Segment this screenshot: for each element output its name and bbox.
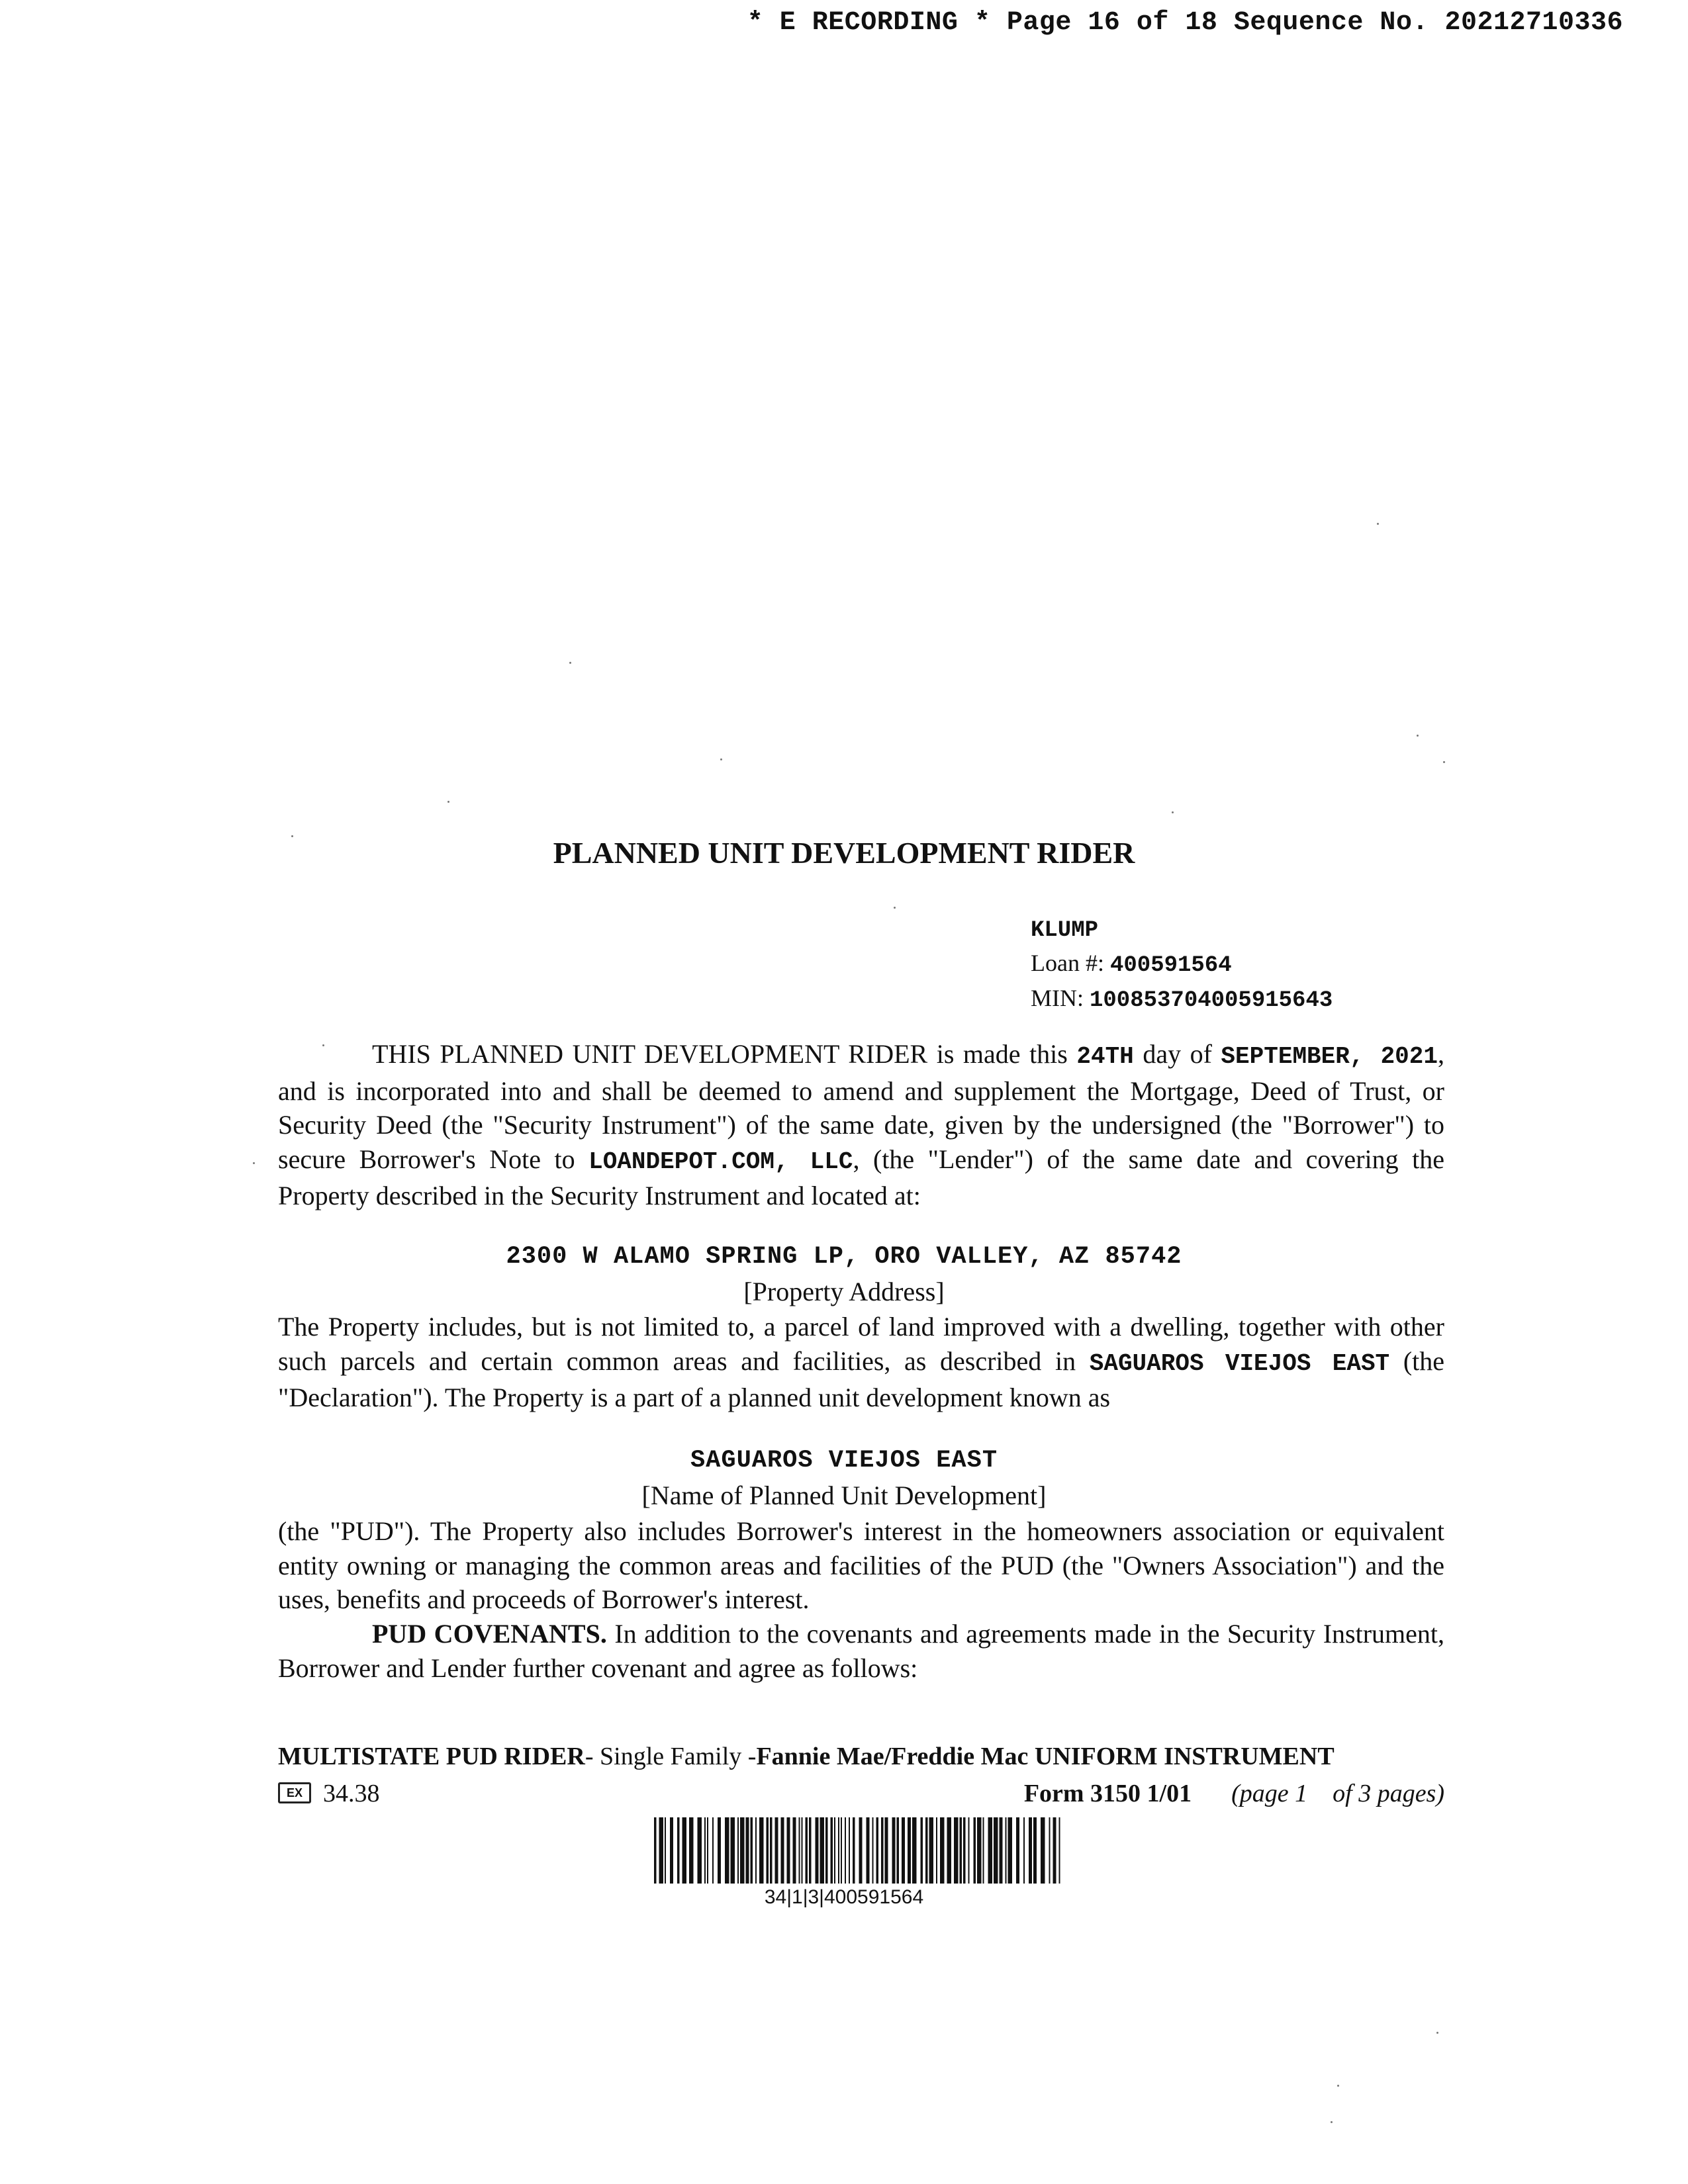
barcode-bar bbox=[787, 1817, 790, 1884]
barcode-bar bbox=[799, 1817, 800, 1884]
barcode-bar bbox=[940, 1817, 945, 1884]
min-line bbox=[1031, 982, 1333, 1017]
loan-label: Loan #: bbox=[1031, 950, 1110, 976]
barcode-bar bbox=[689, 1817, 694, 1884]
barcode-bar bbox=[1053, 1817, 1056, 1884]
barcode-bar bbox=[936, 1817, 937, 1884]
form-title-part3: Fannie Mae/Freddie Mac UNIFORM INSTRUMENT bbox=[756, 1743, 1335, 1770]
barcode-bar bbox=[1033, 1817, 1037, 1884]
barcode-bar bbox=[834, 1817, 835, 1884]
barcode-bar bbox=[921, 1817, 923, 1884]
barcode-bar bbox=[816, 1817, 819, 1884]
barcode-bar bbox=[825, 1817, 828, 1884]
pud-name-label: [Name of Planned Unit Development] bbox=[641, 1480, 1047, 1510]
barcode-bar bbox=[802, 1817, 803, 1884]
barcode-bar bbox=[793, 1817, 796, 1884]
barcode-bar bbox=[1041, 1817, 1045, 1884]
form-number-group bbox=[1024, 1779, 1444, 1808]
barcode-bar bbox=[897, 1817, 900, 1884]
barcode-bar bbox=[912, 1817, 917, 1884]
pud-covenants-text: In addition to the covenants and agreements made in the Security Instrument, Borrower and Lender further covenant and agree as follows: bbox=[278, 1619, 1445, 1683]
form-title-line bbox=[278, 1742, 1444, 1771]
form-title-part2: - Single Family - bbox=[585, 1743, 757, 1770]
pud-covenants-heading: PUD COVENANTS. bbox=[372, 1619, 607, 1649]
barcode-bar bbox=[872, 1817, 874, 1884]
rider-month-year: SEPTEMBER, 2021 bbox=[1221, 1043, 1438, 1070]
barcode-bar bbox=[902, 1817, 905, 1884]
barcode-bar bbox=[746, 1817, 749, 1884]
barcode-bar bbox=[853, 1817, 855, 1884]
barcode-bar bbox=[929, 1817, 934, 1884]
barcode-bar bbox=[1023, 1817, 1025, 1884]
barcode-bar bbox=[759, 1817, 764, 1884]
barcode-bar bbox=[867, 1817, 870, 1884]
rider-day: 24TH bbox=[1076, 1043, 1134, 1070]
barcode-bar bbox=[682, 1817, 687, 1884]
para2-text-a: The Property includes, but is not limited to, a parcel of land improved with a dwelling, together with other such parcels and certain common areas and facilities, as described in bbox=[278, 1312, 1444, 1376]
barcode-bar bbox=[731, 1817, 735, 1884]
barcode-bar bbox=[974, 1817, 976, 1884]
barcode-bar bbox=[994, 1817, 998, 1884]
barcode-bar bbox=[1049, 1817, 1051, 1884]
para2-text-b: (the "Declaration"). The Property is a part of a planned unit development known as bbox=[278, 1345, 1445, 1412]
barcode-bar bbox=[737, 1817, 739, 1884]
barcode-bar bbox=[809, 1817, 812, 1884]
barcode-bar bbox=[1008, 1817, 1013, 1884]
para1-text-b: day of bbox=[1133, 1039, 1221, 1069]
barcode-bar bbox=[806, 1817, 808, 1884]
page-info: (page 1 of 3 pages) bbox=[1231, 1780, 1444, 1807]
barcode-bar bbox=[1006, 1817, 1007, 1884]
form-title-part1: MULTISTATE PUD RIDER bbox=[278, 1743, 585, 1770]
barcode-bar bbox=[670, 1817, 673, 1884]
property-description-paragraph bbox=[278, 1310, 1444, 1415]
pud-covenants-paragraph bbox=[278, 1617, 1444, 1685]
barcode-bar bbox=[968, 1817, 970, 1884]
form-code: 34.38 bbox=[323, 1780, 380, 1807]
barcode-bar bbox=[751, 1817, 753, 1884]
barcode-bar bbox=[712, 1817, 714, 1884]
barcode-bar bbox=[1016, 1817, 1019, 1884]
barcode-bar bbox=[960, 1817, 962, 1884]
barcode-bar bbox=[755, 1817, 757, 1884]
form-info-line bbox=[278, 1779, 1444, 1812]
barcode-bar bbox=[881, 1817, 884, 1884]
declaration-name: SAGUAROS VIEJOS EAST bbox=[1089, 1349, 1390, 1377]
form-code-group bbox=[278, 1779, 380, 1809]
lender-name: LOANDEPOT.COM, LLC bbox=[588, 1148, 853, 1175]
document-title: PLANNED UNIT DEVELOPMENT RIDER bbox=[553, 836, 1135, 870]
borrower-name: KLUMP bbox=[1031, 918, 1099, 943]
barcode-bar bbox=[977, 1817, 982, 1884]
barcode-bar bbox=[983, 1817, 984, 1884]
barcode-bar bbox=[698, 1817, 702, 1884]
barcode-bar bbox=[831, 1817, 833, 1884]
barcode-bar bbox=[908, 1817, 911, 1884]
barcode-bar bbox=[947, 1817, 952, 1884]
min-label: MIN: bbox=[1031, 985, 1090, 1011]
barcode-bar bbox=[859, 1817, 863, 1884]
barcode-bar bbox=[781, 1817, 784, 1884]
loan-info-block bbox=[1031, 915, 1333, 1017]
barcode-bar bbox=[654, 1817, 657, 1884]
barcode-bar bbox=[925, 1817, 928, 1884]
barcode-bar bbox=[740, 1817, 745, 1884]
barcode-bar bbox=[1000, 1817, 1003, 1884]
para1-text-a: THIS PLANNED UNIT DEVELOPMENT RIDER is made this bbox=[372, 1039, 1077, 1069]
barcode-bar bbox=[770, 1817, 773, 1884]
property-address: 2300 W ALAMO SPRING LP, ORO VALLEY, AZ 85742 bbox=[506, 1243, 1182, 1271]
barcode-bar bbox=[838, 1817, 839, 1884]
barcode-bar bbox=[665, 1817, 666, 1884]
barcode-bar bbox=[718, 1817, 721, 1884]
barcode-bar bbox=[885, 1817, 888, 1884]
barcode-bar bbox=[725, 1817, 729, 1884]
barcode-bar bbox=[659, 1817, 664, 1884]
barcode-number: 34|1|3|400591564 bbox=[764, 1886, 924, 1908]
rider-intro-paragraph bbox=[278, 1037, 1444, 1213]
para1-text-c: , and is incorporated into and shall be deemed to amend and supplement the Mortgage, Deed of Trust, or Security Deed (the "Security Instrument") of the same date, given by the undersigned (the "Borrower") to secure Borrower's Note to bbox=[278, 1039, 1444, 1174]
barcode-bar bbox=[845, 1817, 846, 1884]
barcode-bar bbox=[849, 1817, 850, 1884]
barcode-bar bbox=[677, 1817, 680, 1884]
loan-number-line bbox=[1031, 947, 1333, 982]
loan-number: 400591564 bbox=[1109, 953, 1232, 978]
barcode-bar bbox=[704, 1817, 706, 1884]
ex-form-icon: EX bbox=[278, 1782, 311, 1803]
barcode-image bbox=[653, 1817, 1063, 1884]
min-number: 100853704005915643 bbox=[1090, 988, 1333, 1013]
barcode-bar bbox=[841, 1817, 842, 1884]
barcode-bar bbox=[1059, 1817, 1060, 1884]
barcode-bar bbox=[820, 1817, 825, 1884]
barcode-bar bbox=[988, 1817, 993, 1884]
para1-text-d: , (the "Lender") of the same date and covering the Property described in the Security Instrument and located at: bbox=[278, 1144, 1444, 1210]
property-address-label: [Property Address] bbox=[743, 1277, 945, 1306]
barcode-bar bbox=[963, 1817, 966, 1884]
barcode-bar bbox=[876, 1817, 879, 1884]
barcode-bar bbox=[1029, 1817, 1032, 1884]
barcode-bar bbox=[767, 1817, 769, 1884]
form-number: Form 3150 1/01 bbox=[1023, 1780, 1192, 1807]
pud-paragraph: (the "PUD"). The Property also includes Borrower's interest in the homeowners association or equivalent entity owning or managing the common areas and facilities of the PUD (the "Owners Association") and the uses, benefits and proceeds of Borrower's interest. bbox=[278, 1516, 1444, 1614]
barcode-bar bbox=[775, 1817, 778, 1884]
recording-header: * E RECORDING * Page 16 of 18 Sequence No. 20212710336 bbox=[747, 8, 1623, 38]
barcode-bar bbox=[954, 1817, 959, 1884]
pud-name: SAGUAROS VIEJOS EAST bbox=[690, 1447, 998, 1475]
barcode-bar bbox=[707, 1817, 708, 1884]
barcode-bar bbox=[892, 1817, 896, 1884]
